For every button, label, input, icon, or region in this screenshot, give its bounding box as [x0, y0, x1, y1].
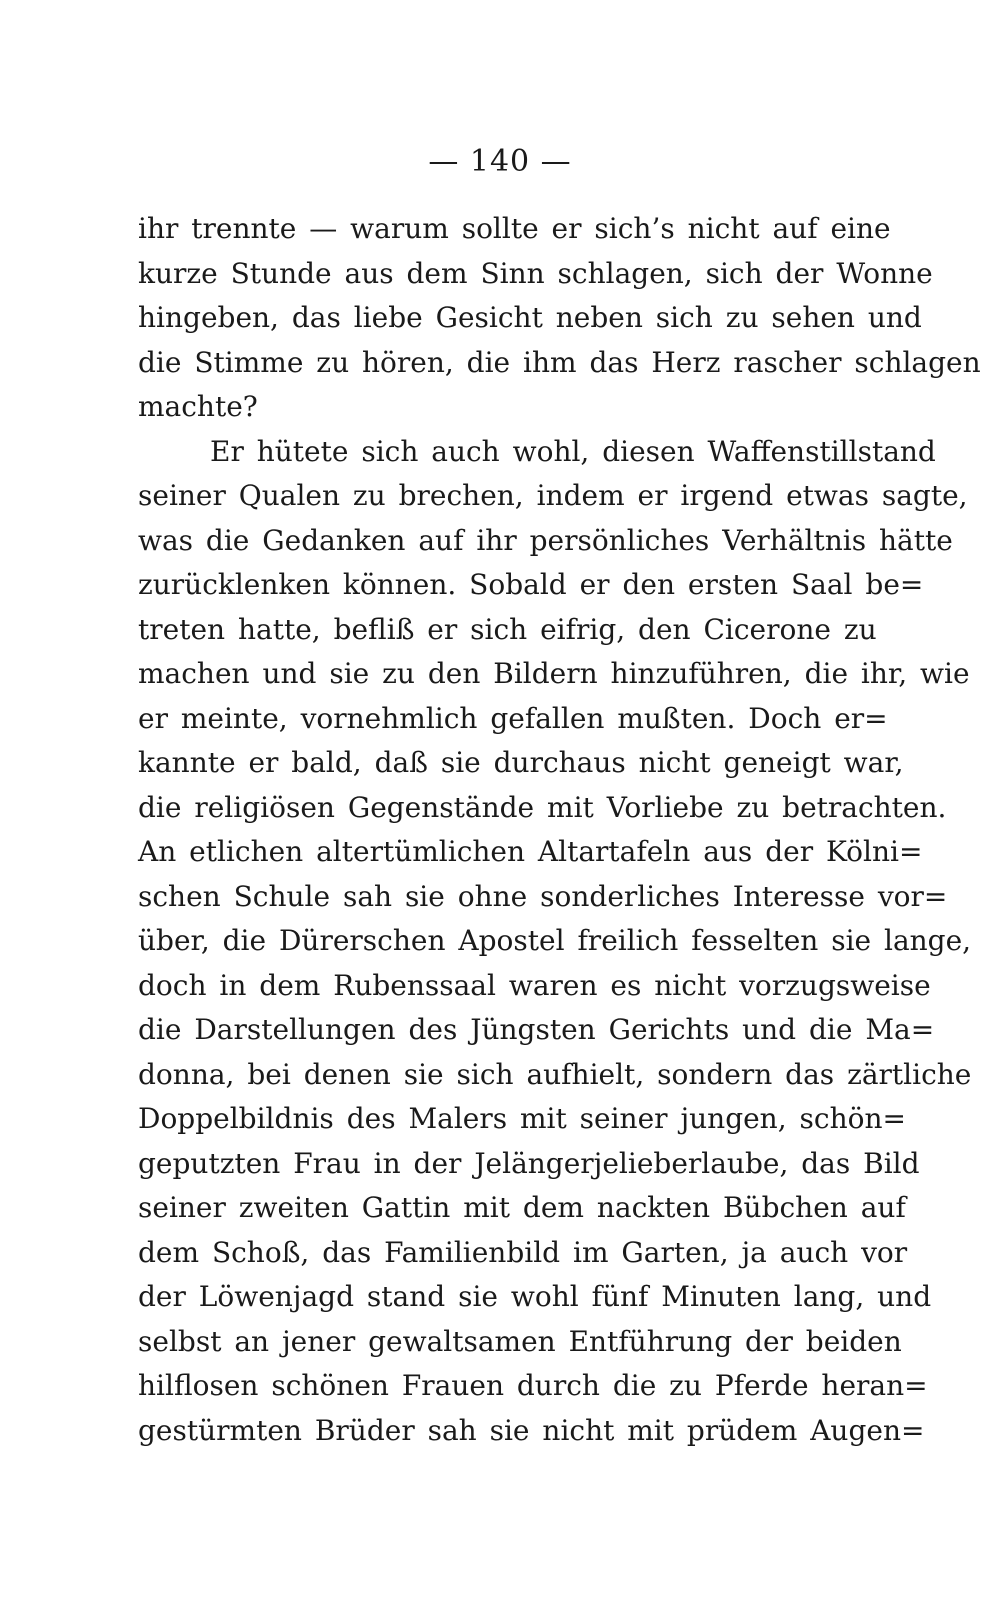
- text-line: gestürmten Brüder sah sie nicht mit prüdem Augen=: [138, 1413, 925, 1447]
- text-line: treten hatte, befliß er sich eifrig, den Cicerone zu: [138, 612, 877, 646]
- text-line: die Stimme zu hören, die ihm das Herz rascher schlagen: [138, 345, 981, 379]
- text-line: die Darstellungen des Jüngsten Gerichts und die Ma=: [138, 1013, 935, 1046]
- text-line: kurze Stunde aus dem Sinn schlagen, sich der Wonne: [138, 256, 933, 290]
- text-line: über, die Dürerschen Apostel freilich fesselten sie lange,: [138, 924, 972, 957]
- text-line: ihr trennte — warum sollte er sich’s nicht auf eine: [138, 212, 891, 245]
- text-line: geputzten Frau in der Jelängerjelieberlaube, das Bild: [138, 1146, 920, 1180]
- text-line: doch in dem Rubenssaal waren es nicht vorzugsweise: [138, 968, 931, 1002]
- text-line: machte?: [138, 390, 258, 423]
- text-line: Doppelbildnis des Malers mit seiner jungen, schön=: [138, 1102, 906, 1135]
- text-line: Er hütete sich auch wohl, diesen Waffenstillstand: [210, 434, 936, 468]
- text-line: donna, bei denen sie sich aufhielt, sondern das zärtliche: [138, 1057, 972, 1091]
- text-line: der Löwenjagd stand sie wohl fünf Minuten lang, und: [138, 1280, 932, 1313]
- text-line: hilflosen schönen Frauen durch die zu Pferde heran=: [138, 1369, 928, 1402]
- text-line: seiner zweiten Gattin mit dem nackten Bübchen auf: [138, 1191, 906, 1224]
- text-line: was die Gedanken auf ihr persönliches Verhältnis hätte: [138, 523, 953, 557]
- text-line: dem Schoß, das Familienbild im Garten, ja auch vor: [138, 1235, 908, 1269]
- text-line: kannte er bald, daß sie durchaus nicht geneigt war,: [138, 746, 904, 779]
- text-line: die religiösen Gegenstände mit Vorliebe zu betrachten.: [138, 790, 947, 824]
- text-line: er meinte, vornehmlich gefallen mußten. Doch er=: [138, 701, 888, 735]
- body-text: [138, 207, 981, 1453]
- text-line: machen und sie zu den Bildern hinzuführen, die ihr, wie: [138, 657, 970, 690]
- page-number: — 140 —: [428, 144, 572, 179]
- text-line: selbst an jener gewaltsamen Entführung der beiden: [138, 1324, 902, 1358]
- text-line: zurücklenken können. Sobald er den ersten Saal be=: [138, 568, 924, 601]
- text-line: seiner Qualen zu brechen, indem er irgend etwas sagte,: [138, 479, 968, 512]
- text-line: hingeben, das liebe Gesicht neben sich zu sehen und: [138, 301, 922, 334]
- text-line: schen Schule sah sie ohne sonderliches Interesse vor=: [138, 879, 948, 913]
- text-line: An etlichen altertümlichen Altartafeln aus der Kölni=: [138, 835, 923, 868]
